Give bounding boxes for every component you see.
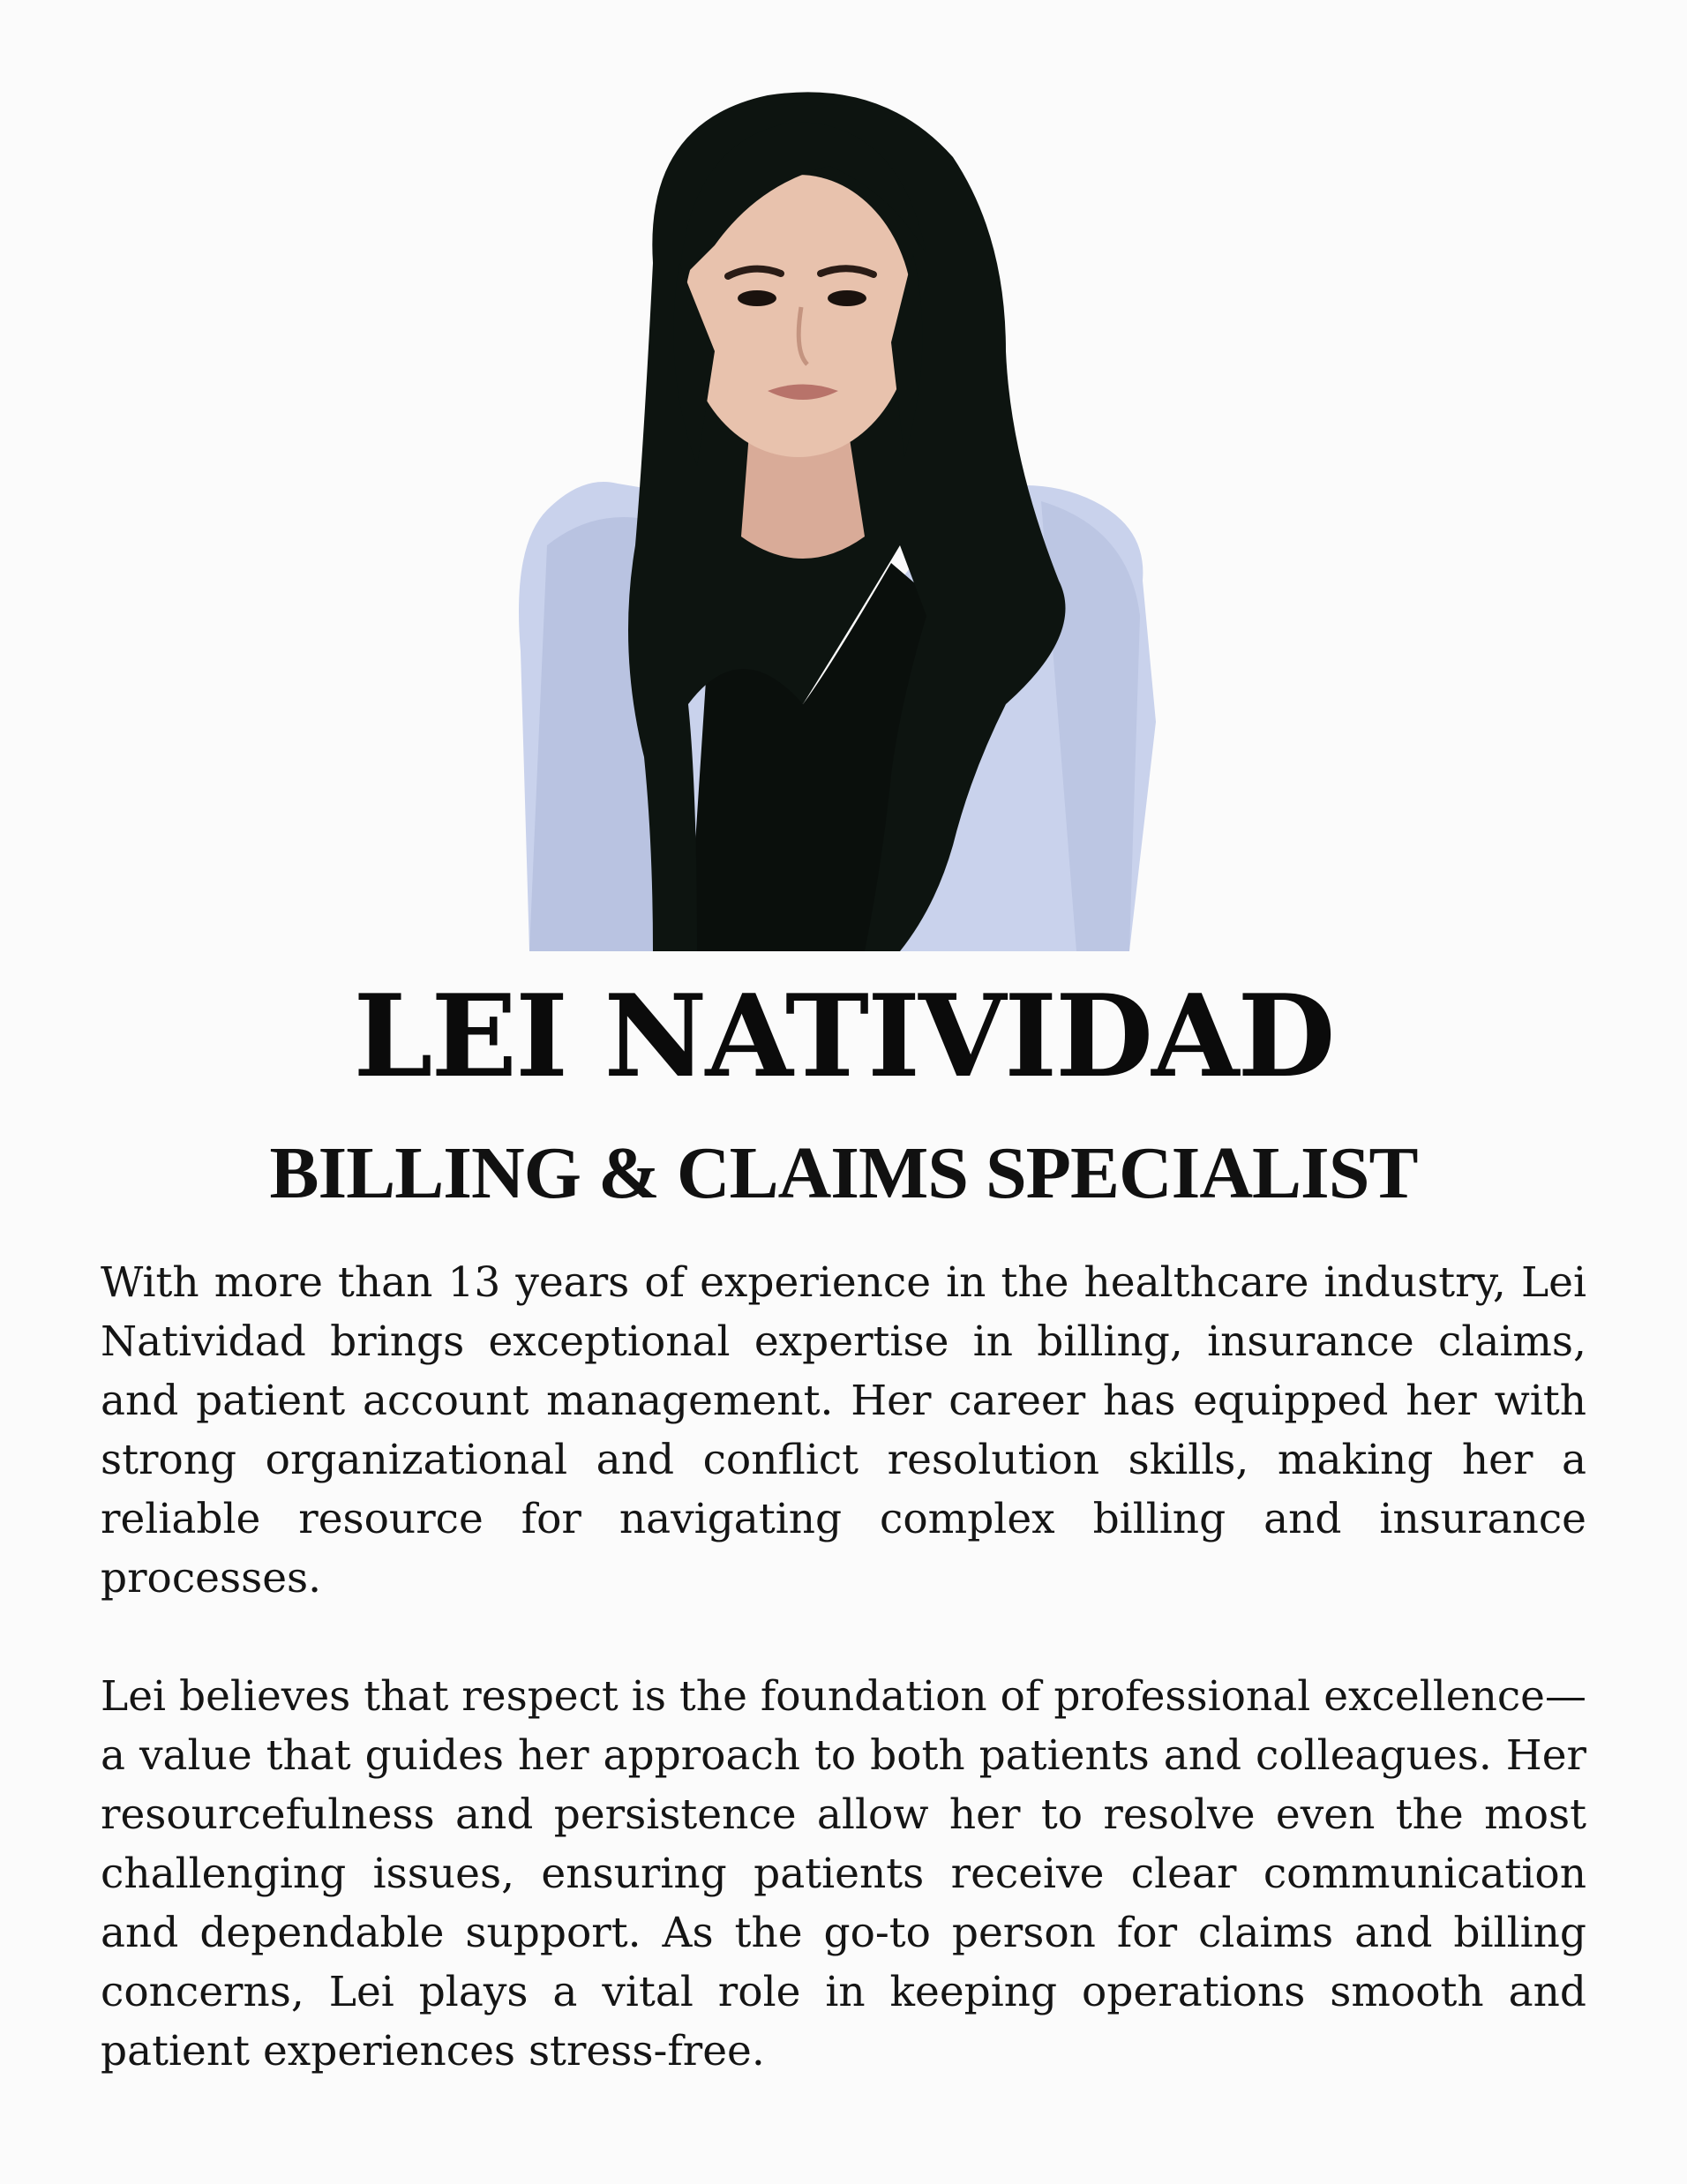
bio-paragraph-1: With more than 13 years of experience in the healthcare industry, Lei Natividad brings exceptional expertise in billing, insurance claims, and patient account management. Her career has equipped her with strong organizational and conflict resolution skills, making her a reliable resource for navigating complex billing and insurance processes. xyxy=(101,1258,1586,1602)
person-name: LEI NATIVIDAD xyxy=(353,971,1334,1103)
job-title: BILLING & CLAIMS SPECIALIST xyxy=(269,1132,1418,1214)
portrait-photo xyxy=(512,86,1182,951)
bio-section xyxy=(101,1253,1586,2140)
bio-paragraph-2: Lei believes that respect is the foundation of professional excellence—a value that guides her approach to both patients and colleagues. Her resourcefulness and persistence allow her to resolve even the most challenging issues, ensuring patients receive clear communication and dependable support. As the go-to person for claims and billing concerns, Lei plays a vital role in keeping operations smooth and patient experiences stress-free. xyxy=(101,1672,1586,2075)
portrait-illustration xyxy=(512,86,1182,951)
